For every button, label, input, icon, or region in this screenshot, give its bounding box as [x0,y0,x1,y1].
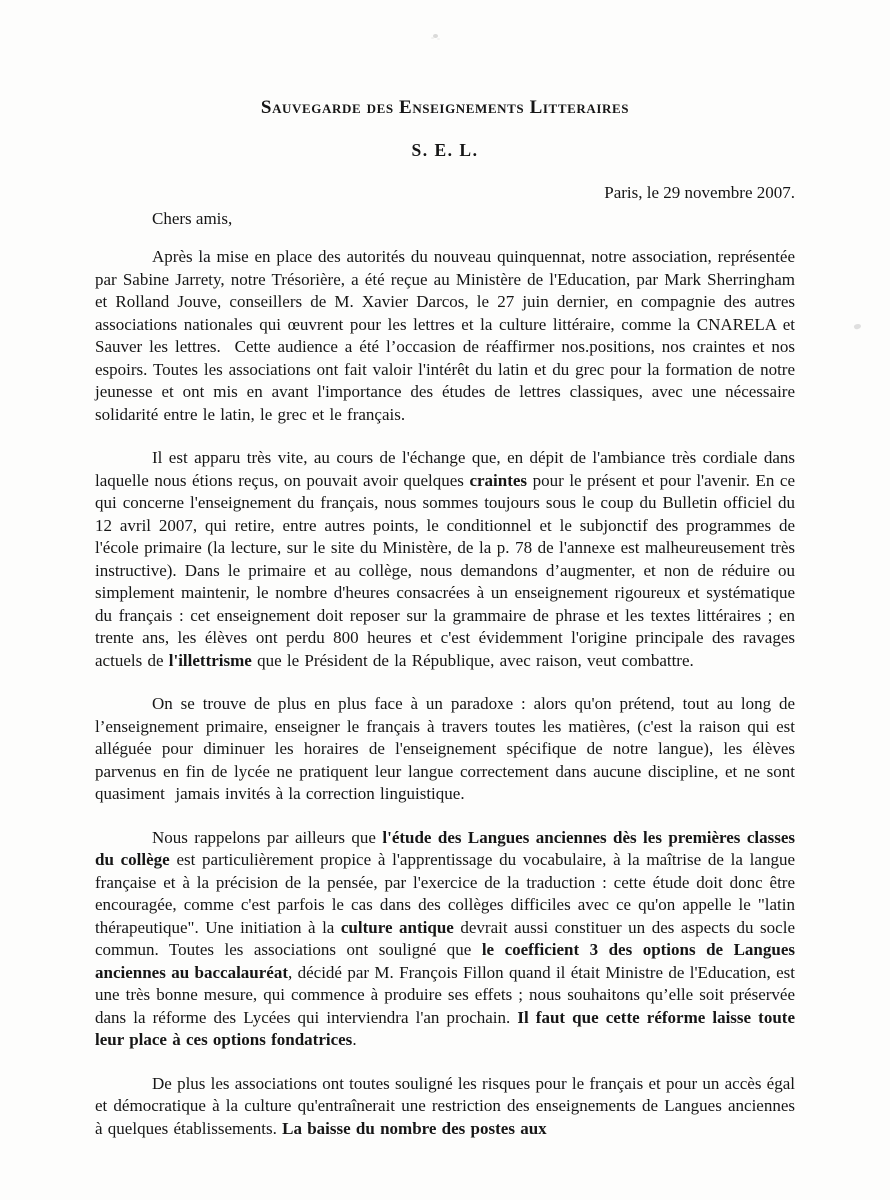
paragraph-1: Après la mise en place des autorités du nouveau quinquennat, notre association, représentée par Sabine Jarrety, notre Trésorière, a été reçue au Ministère de l'Education, par Mark Sherringham et Rolland Jouve, conseillers de M. Xavier Darcos, le 27 juin dernier, en compagnie des autres associations nationales qui œuvrent pour les lettres et la culture littéraire, comme la CNARELA et Sauver les lettres. Cette audience a été l’occasion de réaffirmer nos.positions, nos craintes et nos espoirs. Toutes les associations ont fait valoir l'intérêt du latin et du grec pour la formation de notre jeunesse et ont mis en avant l'importance des études de lettres classiques, avec une nécessaire solidarité entre le latin, le grec et le français. [95,247,795,424]
paragraph-5: De plus les associations ont toutes souligné les risques pour le français et pour un accès égal et démocratique à la culture qu'entraînerait une restriction des enseignements de Langues anciennes à quelques établissements. La baisse du nombre des postes aux [95,1073,795,1138]
dateline: Paris, le 29 novembre 2007. [604,183,795,202]
paragraph-3: On se trouve de plus en plus face à un paradoxe : alors qu'on prétend, tout au long de l’enseignement primaire, enseigner le français à travers toutes les matières, (c'est la raison qui est alléguée pour diminuer les horaires de l'enseignement spécifique de notre langue), les élèves parvenus en fin de lycée ne pratiquent leur langue correctement dans aucune discipline, et ne sont quasiment jamais invités à la correction linguistique. [95,694,795,803]
scan-artifact [433,34,438,38]
salutation: Chers amis, [152,209,233,228]
scan-artifact [853,323,861,330]
organization-acronym: S. E. L. [411,140,479,160]
paragraph-4: Nous rappelons par ailleurs que l'étude des Langues anciennes dès les premières classes du collège est particulièrement propice à l'apprentissage du vocabulaire, à la maîtrise de la langue française et à la précision de la pensée, par l'exercice de la traduction : cette étude doit donc être encouragée, comme c'est parfois le cas dans des collèges difficiles avec ce qu'on appelle le "latin thérapeutique". Une initiation à la culture antique devrait aussi constituer un des aspects du socle commun. Toutes les associations ont souligné que le coefficient 3 des options de Langues anciennes au baccalauréat, décidé par M. François Fillon quand il était Ministre de l'Education, est une très bonne mesure, qui commence à produire ses effets ; nous souhaitons qu’elle soit préservée dans la réforme des Lycées qui interviendra l'an prochain. Il faut que cette réforme laisse toute leur place à ces options fondatrices. [95,827,796,1049]
paragraph-2: Il est apparu très vite, au cours de l'échange que, en dépit de l'ambiance très cordiale dans laquelle nous étions reçus, on pouvait avoir quelques craintes pour le présent et pour l'avenir. En ce qui concerne l'enseignement du français, nous sommes toujours sous le coup du Bulletin officiel du 12 avril 2007, qui retire, entre autres points, le conditionnel et le subjonctif des programmes de l'école primaire (la lecture, sur le site du Ministère, de la p. 78 de l'annexe est malheureusement très instructive). Dans le primaire et au collège, nous demandons d’augmenter, et non de réduire ou simplement maintenir, le nombre d'heures consacrées à un enseignement rigoureux et systématique du français : cet enseignement doit reposer sur la grammaire de phrase et les textes littéraires ; en trente ans, les élèves ont perdu 800 heures et c'est évidemment l'origine principale des ravages actuels de l'illettrisme que le Président de la République, avec raison, veut combattre. [95,448,795,670]
organization-title: Sauvegarde des Enseignements Litteraires [260,97,630,118]
